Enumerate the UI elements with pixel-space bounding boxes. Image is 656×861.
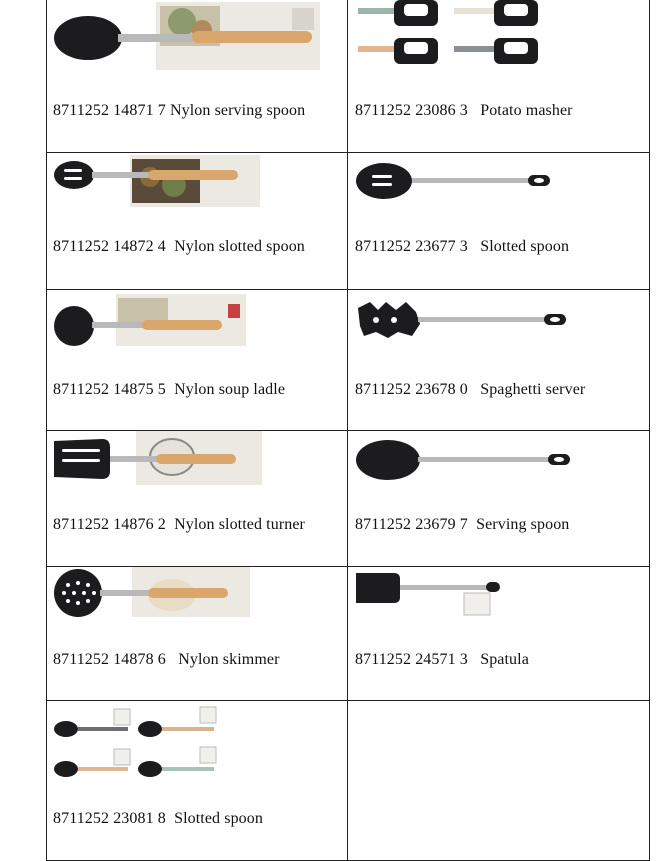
table-cell <box>348 0 649 152</box>
product-caption: 8711252 23086 3 Potato masher <box>355 102 573 119</box>
product-caption: 8711252 14875 5 Nylon soup ladle <box>53 381 286 398</box>
nylon-slotted-turner-photo <box>52 431 272 487</box>
table-cell <box>348 567 649 700</box>
table-cell <box>348 153 649 289</box>
spatula-photo <box>354 569 514 619</box>
slotted-spoon-photo <box>354 159 574 203</box>
product-caption: 8711252 14872 4 Nylon slotted spoon <box>53 238 305 255</box>
nylon-soup-ladle-photo <box>52 292 252 354</box>
table-cell <box>46 290 347 430</box>
table-cell <box>46 0 347 152</box>
nylon-serving-spoon-photo <box>52 0 322 72</box>
product-caption: 8711252 23679 7 Serving spoon <box>355 516 570 533</box>
potato-masher-photo <box>354 0 554 72</box>
table-cell <box>46 701 347 860</box>
table-cell <box>348 290 649 430</box>
table-cell <box>348 431 649 566</box>
spaghetti-server-photo <box>354 298 584 342</box>
product-caption: 8711252 14876 2 Nylon slotted turner <box>53 516 305 533</box>
product-table <box>46 0 650 861</box>
table-cell <box>46 431 347 566</box>
serving-spoon-photo <box>354 437 584 483</box>
product-caption: 8711252 24571 3 Spatula <box>355 651 529 668</box>
product-caption: 8711252 23677 3 Slotted spoon <box>355 238 570 255</box>
table-cell <box>46 153 347 289</box>
product-caption: 8711252 23081 8 Slotted spoon <box>53 810 263 827</box>
product-caption: 8711252 23678 0 Spaghetti server <box>355 381 586 398</box>
product-caption: 8711252 14871 7 Nylon serving spoon <box>53 102 306 119</box>
table-cell-empty <box>348 701 649 860</box>
slotted-spoon-set-photo <box>52 703 232 783</box>
nylon-skimmer-photo <box>52 567 262 621</box>
nylon-slotted-spoon-photo <box>52 155 272 209</box>
table-cell <box>46 567 347 700</box>
product-caption: 8711252 14878 6 Nylon skimmer <box>53 651 280 668</box>
